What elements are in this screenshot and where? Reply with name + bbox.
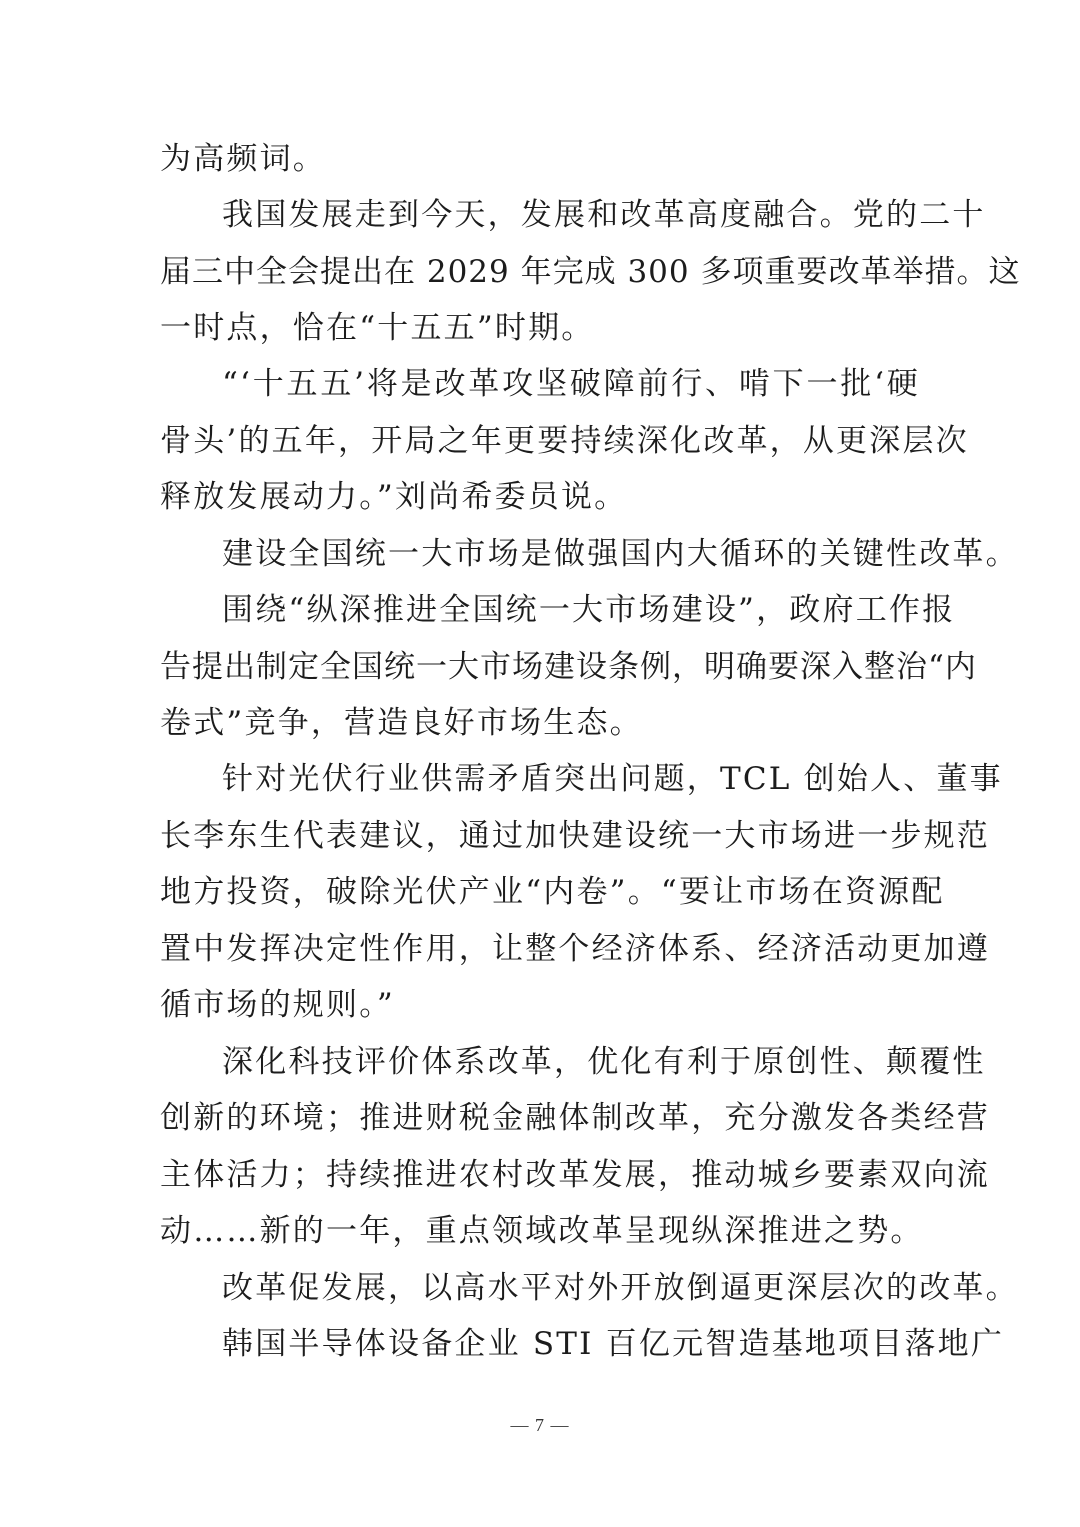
paragraph-start-line: 围绕“纵深推进全国统一大市场建设”，政府工作报	[222, 592, 956, 628]
text-line: 动……新的一年，重点领域改革呈现纵深推进之势。	[160, 1213, 924, 1249]
paragraph-start-line: 深化科技评价体系改革，优化有利于原创性、颠覆性	[222, 1044, 986, 1080]
text-line: 骨头’的五年，开局之年更要持续深化改革，从更深层次	[160, 423, 969, 459]
paragraph-start-line: 针对光伏行业供需矛盾突出问题，TCL 创始人、董事	[222, 761, 1003, 797]
paragraph-start-line: “‘十五五’将是改革攻坚破障前行、啃下一批‘硬	[222, 366, 920, 402]
text-line: 告提出制定全国统一大市场建设条例，明确要深入整治“内	[160, 649, 977, 685]
text-line: 为高频词。	[160, 141, 326, 177]
text-line: 卷式”竞争，营造良好市场生态。	[160, 705, 643, 741]
page-number: — 7 —	[510, 1415, 570, 1435]
text-line: 置中发挥决定性作用，让整个经济体系、经济活动更加遵	[160, 931, 990, 967]
paragraph-start-line: 我国发展走到今天，发展和改革高度融合。党的二十	[222, 197, 986, 233]
paragraph-start-line: 改革促发展，以高水平对外开放倒逼更深层次的改革。	[222, 1270, 1019, 1306]
text-line: 地方投资，破除光伏产业“内卷”。“要让市场在资源配	[160, 874, 945, 910]
text-line: 创新的环境；推进财税金融体制改革，充分激发各类经营	[160, 1100, 990, 1136]
text-line: 主体活力；持续推进农村改革发展，推动城乡要素双向流	[160, 1157, 990, 1193]
paragraph-start-line: 建设全国统一大市场是做强国内大循环的关键性改革。	[222, 536, 1019, 572]
paragraph-start-line: 韩国半导体设备企业 STI 百亿元智造基地项目落地广	[222, 1326, 1005, 1362]
text-line: 循市场的规则。”	[160, 987, 395, 1023]
text-line: 一时点，恰在“十五五”时期。	[160, 310, 595, 346]
text-line: 释放发展动力。”刘尚希委员说。	[160, 479, 628, 515]
text-line: 届三中全会提出在 2029 年完成 300 多项重要改革举措。这	[160, 254, 1021, 290]
text-line: 长李东生代表建议，通过加快建设统一大市场进一步规范	[160, 818, 990, 854]
